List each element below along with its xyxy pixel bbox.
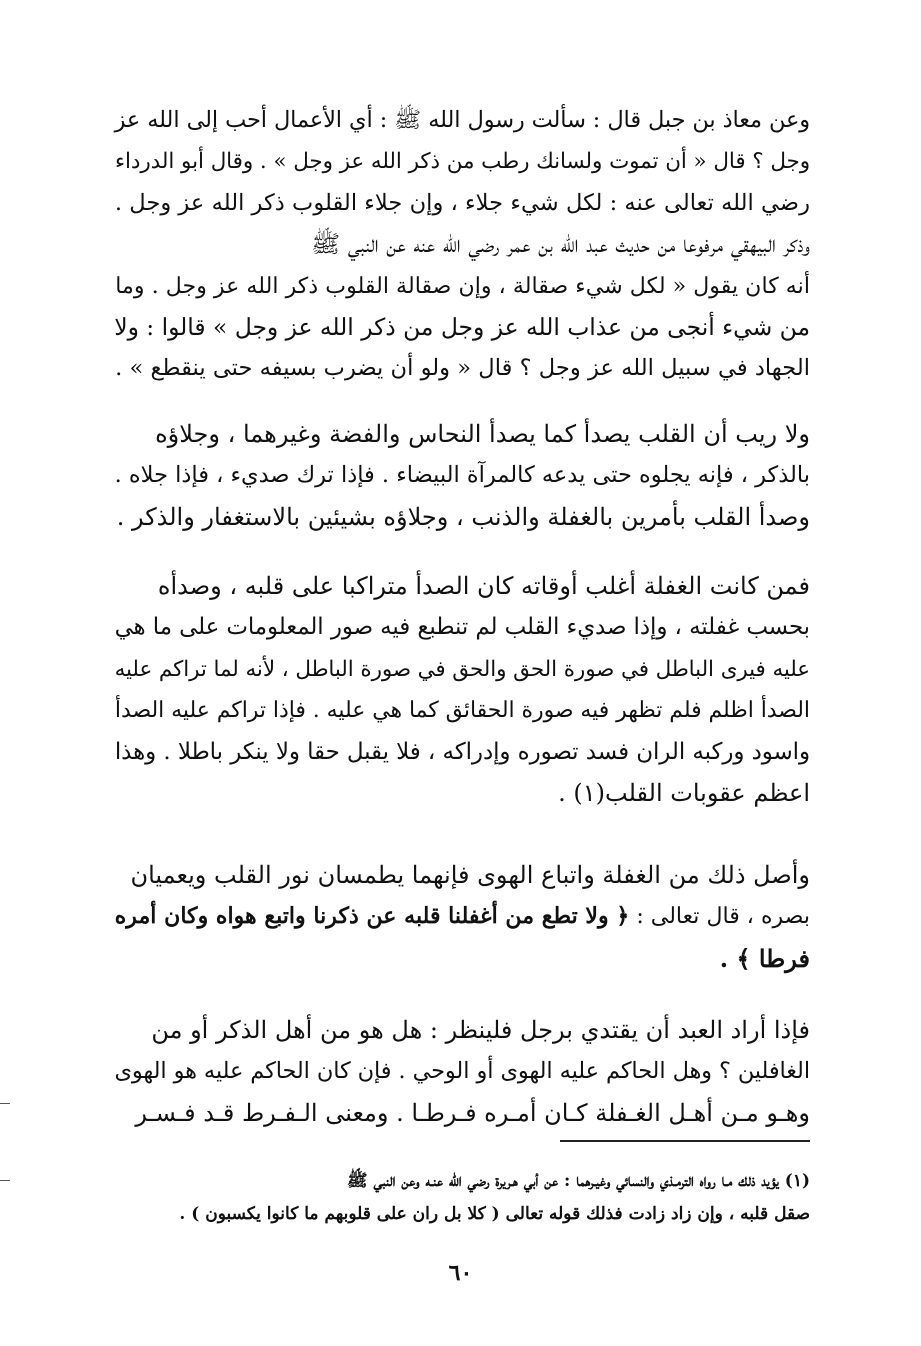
footnotes (100, 1165, 810, 1231)
text-line: الصدأ اظلم فلم تظهر فيه صورة الحقائق كما هي عليه . فإذا تراكم عليه الصدأ (114, 698, 810, 724)
text-line: فإذا أراد العبد أن يقتدي برجل فلينظر : هل هو من أهل الذكر أو من (151, 1016, 810, 1044)
text-line: وصدأ القلب بأمرين بالغفلة والذنب ، وجلاؤه بشيئين بالاستغفار والذكر . (116, 502, 810, 531)
footnote-line: صقل قلبه ، وإن زاد زادت فذلك قوله تعالى ( كلا بل ران على قلوبهم ما كانوا يكسبون ) . (179, 1204, 810, 1224)
quran-verse-end: فرطا ﴾ . (719, 943, 810, 973)
text-line: وجل ؟ قال « أن تموت ولسانك رطب من ذكر الله عز وجل » . وقال أبو الدرداء (114, 149, 810, 175)
scan-edge-mark (0, 1103, 10, 1104)
text-line: الغافلين ؟ وهل الحاكم عليه الهوى أو الوحي . فإن كان الحاكم عليه هو الهوى (114, 1058, 810, 1085)
scan-edge-mark (0, 1180, 10, 1181)
text-line: فمن كانت الغفلة أغلب أوقاته كان الصدأ متراكبا على قلبه ، وصدأه (157, 572, 810, 600)
text-line-with-quran (100, 896, 810, 937)
quran-verse: ﴿ ولا تطع من أغفلنا قلبه عن ذكرنا واتبع هواه وكان أمره (114, 903, 630, 930)
text-line: اعظم عقوبات القلب(١) . (558, 778, 810, 807)
text-line: من شيء أنجى من عذاب الله عز وجل من ذكر الله عز وجل » قالوا : ولا (114, 312, 810, 341)
text-line: الجهاد في سبيل الله عز وجل ؟ قال « ولو أن يضرب بسيفه حتى ينقطع » . (115, 355, 810, 382)
text-line: رضي الله تعالى عنه : لكل شيء جلاء ، وإن جلاء القلوب ذكر الله عز وجل . (114, 189, 810, 216)
paragraph-1 (100, 100, 810, 390)
page-number: ٦٠ (448, 1260, 473, 1286)
text-line: بحسب غفلته ، وإذا صديء القلب لم تنطبع فيه صور المعلومات على ما هي (114, 614, 810, 641)
paragraph-5 (100, 1010, 810, 1134)
text-line: وأصل ذلك من الغفلة واتباع الهوى فإنهما يطمسان نور القلب ويعميان (130, 861, 810, 889)
text-segment: بصره ، قال تعالى : (636, 904, 810, 930)
footnote-line: (١) يؤيد ذلك مـا رواه الترمـذي والنسائي وغيـرهما : عن أبي هـريرة رضي الله عنـه وعن النبي ﷺ (347, 1171, 810, 1191)
text-line: ولا ريب أن القلب يصدأ كما يصدأ النحاس والفضة وغيرهما ، وجلاؤه (155, 420, 810, 448)
text-line: وذكر البيهقي مرفوعا من حديث عبد الله بن عمر رضي الله عنه عن النبي ﷺ (311, 230, 810, 259)
text-line: وهـو مـن أهـل الغـفلة كـان أمـره فـرطـا . ومعنى الـفـرط قـد فـسـر (135, 1098, 810, 1127)
footnote-divider (560, 1140, 810, 1142)
text-line: عليه فيرى الباطل في صورة الحق والحق في صورة الباطل ، لأنه لما تراكم عليه (114, 656, 810, 682)
text-line: أنه كان يقول « لكل شيء صقالة ، وإن صقالة القلوب ذكر الله عز وجل . وما (115, 272, 810, 299)
text-line: واسود وركبه الران فسد تصوره وإدراكه ، فلا يقبل حقا ولا ينكر باطلا . وهذا (114, 738, 810, 765)
paragraph-3 (100, 566, 810, 814)
text-line: وعن معاذ بن جبل قال : سألت رسول الله ﷺ : أي الأعمال أحب إلى الله عز (114, 107, 810, 133)
paragraph-4 (100, 855, 810, 979)
text-line: بالذكر ، فإنه يجلوه حتى يدعه كالمرآة البيضاء . فإذا ترك صديء ، فإذا جلاه . (114, 462, 810, 489)
paragraph-2 (100, 414, 810, 538)
